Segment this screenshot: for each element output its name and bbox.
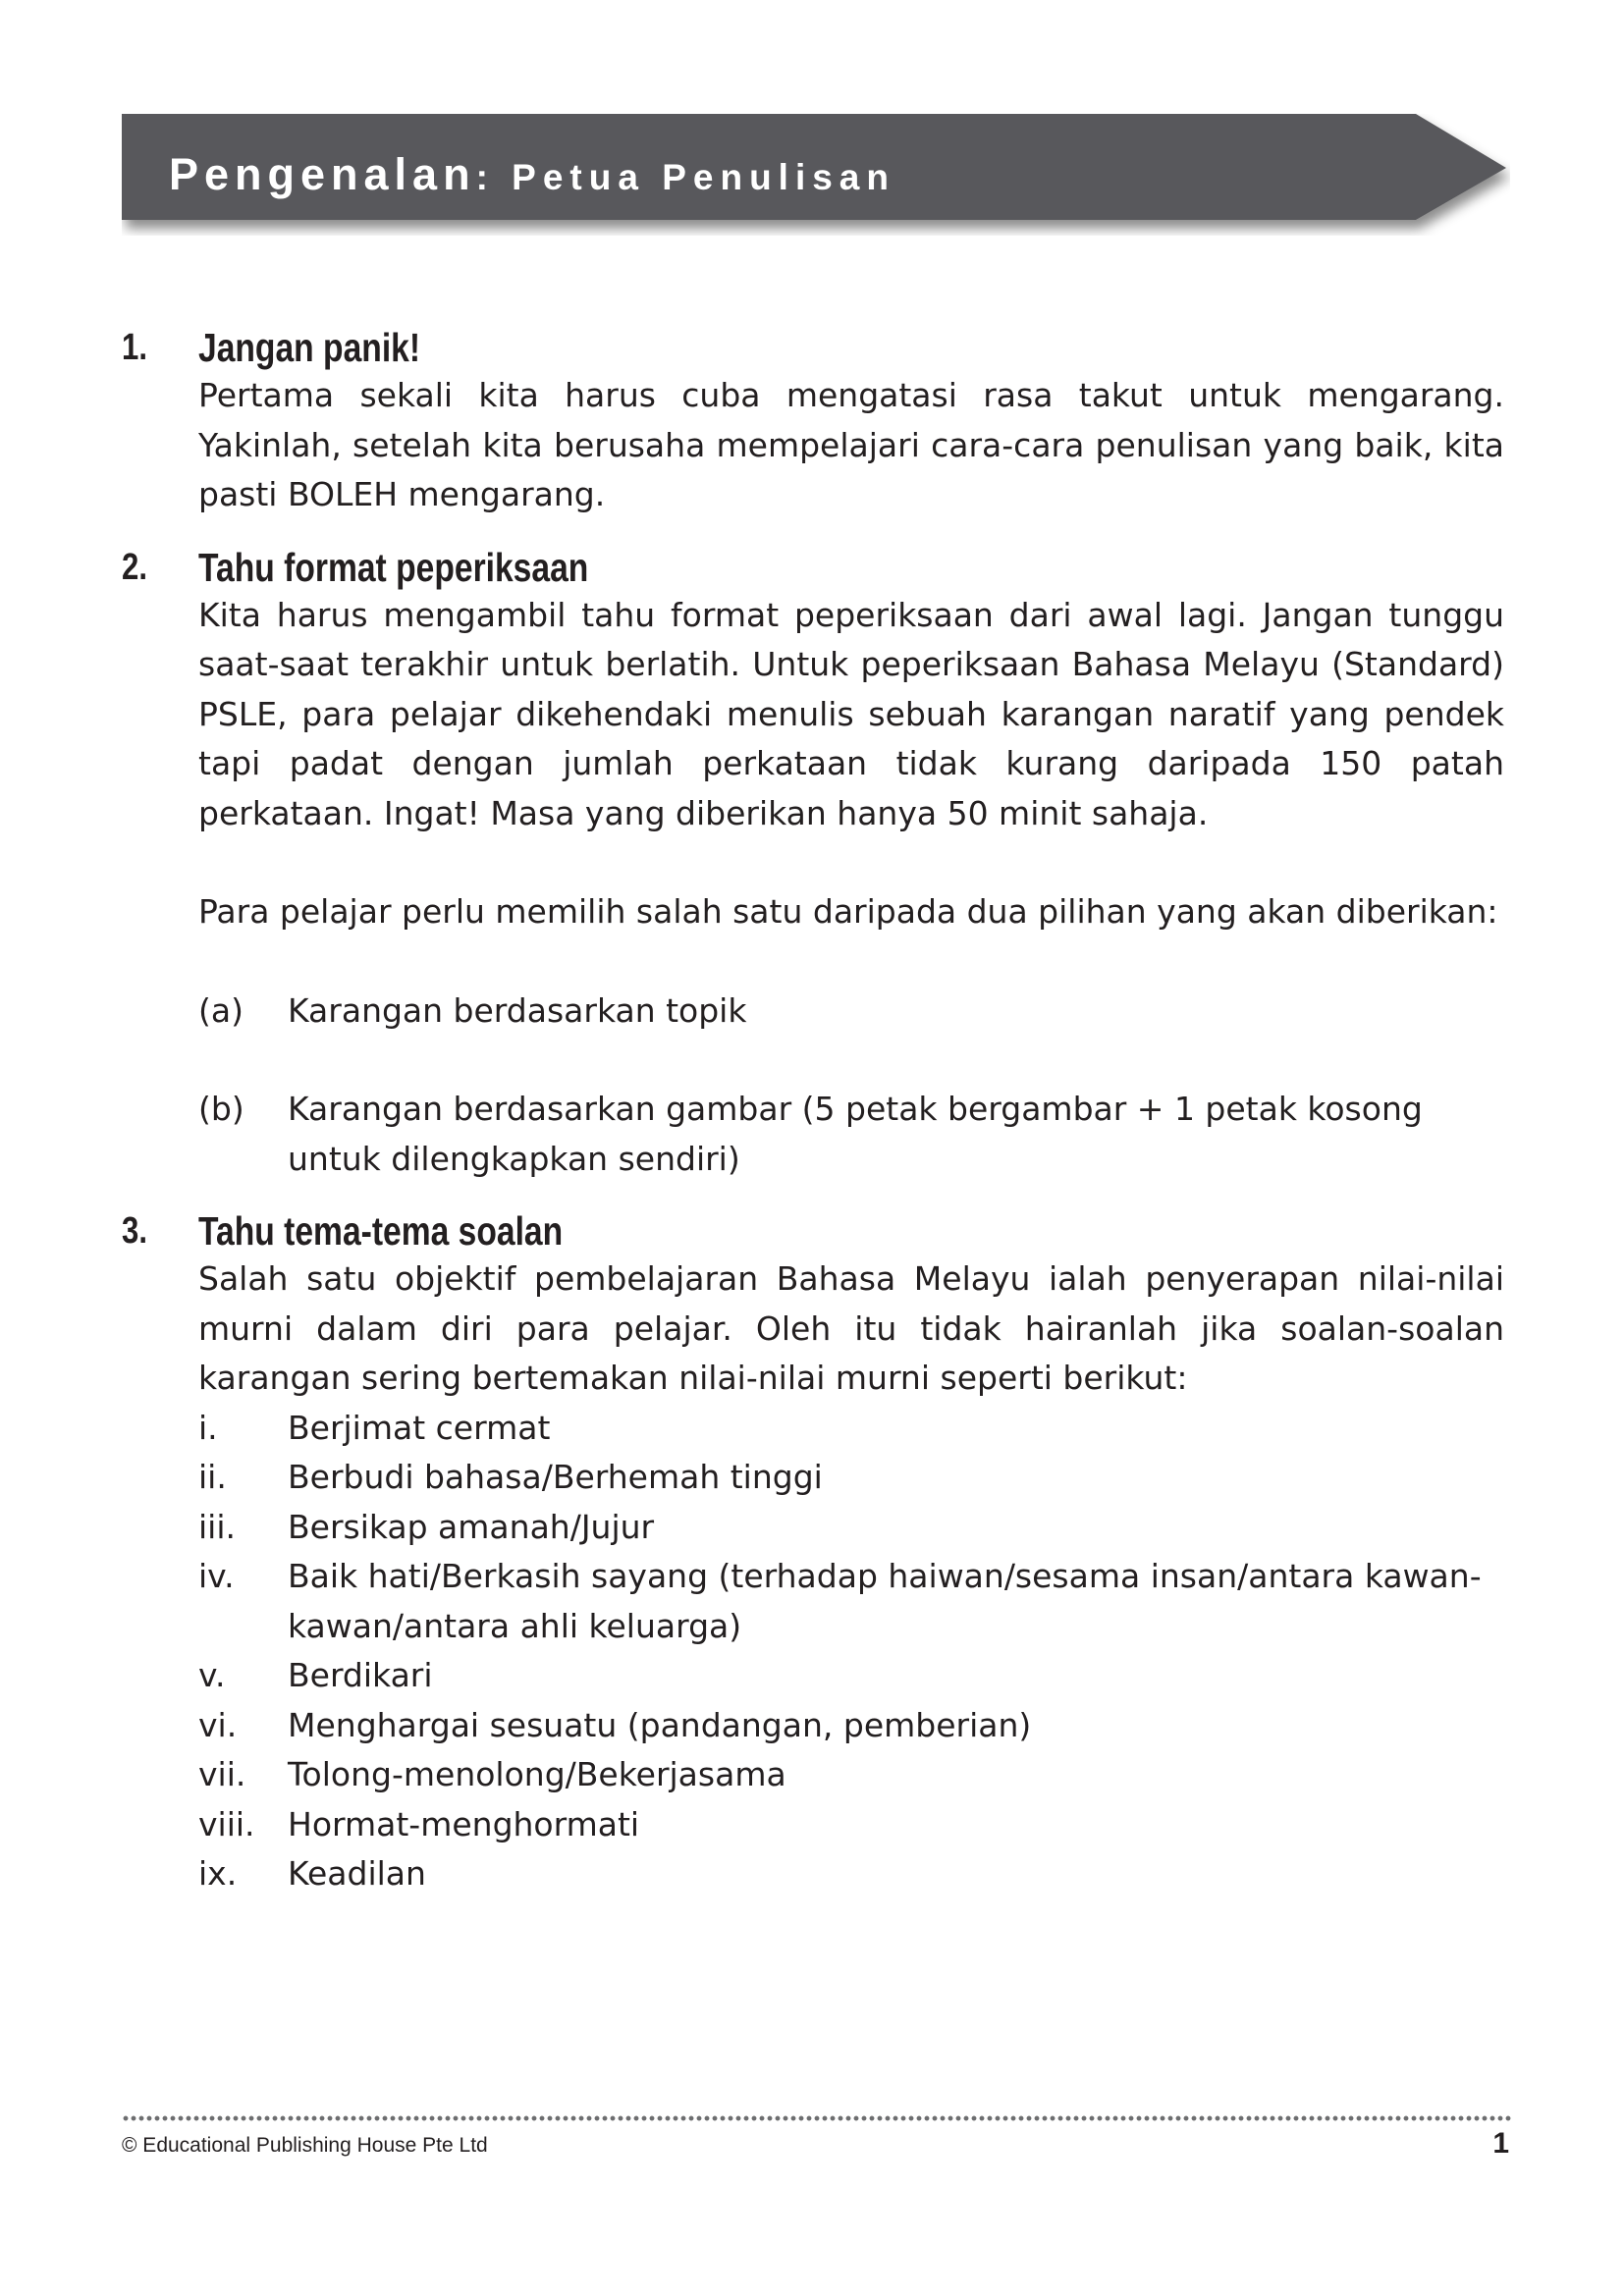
page-title-main: Pengenalan xyxy=(169,149,476,199)
page-title xyxy=(169,149,895,200)
list-item xyxy=(198,1404,1504,1454)
list-item-label: i. xyxy=(198,1408,218,1447)
list-item-text: Hormat-menghormati xyxy=(288,1804,640,1843)
list-item xyxy=(198,1800,1504,1850)
values-list xyxy=(198,1404,1504,1899)
tip-section-2 xyxy=(122,544,1504,1185)
list-item-text: Berjimat cermat xyxy=(288,1408,551,1447)
section-heading: Tahu format peperiksaan xyxy=(198,544,589,590)
tip-section-3 xyxy=(122,1207,1504,1899)
list-item-label: ii. xyxy=(198,1458,227,1496)
section-heading: Jangan panik! xyxy=(198,325,421,370)
section-number: 2. xyxy=(122,546,147,588)
list-item-text: Tolong-menolong/Bekerjasama xyxy=(288,1755,786,1793)
section-paragraph: Pertama sekali kita harus cuba mengatasi rasa takut untuk mengarang. Yakinlah, setelah kita berusaha mempelajari cara-cara penulisan yang baik, kita pasti BOLEH mengarang. xyxy=(198,376,1504,513)
footer-dotted-divider xyxy=(122,2115,1512,2121)
list-item-text: Baik hati/Berkasih sayang (terhadap haiwan/sesama insan/antara kawan-kawan/antara ahli keluarga) xyxy=(288,1557,1482,1645)
section-paragraph: Kita harus mengambil tahu format peperiksaan dari awal lagi. Jangan tunggu saat-saat terakhir untuk berlatih. Untuk peperiksaan Bahasa Melayu (Standard) PSLE, para pelajar dikehendaki menulis sebuah karangan naratif yang pendek tapi padat dengan jumlah perkataan tidak kurang daripada 150 patah perkataan. Ingat! Masa yang diberikan hanya 50 minit sahaja. xyxy=(198,595,1504,832)
choice-label: (b) xyxy=(198,1090,244,1128)
section-paragraph: Salah satu objektif pembelajaran Bahasa Melayu ialah penyerapan nilai-nilai murni dalam diri para pelajar. Oleh itu tidak hairanlah jika soalan-soalan karangan sering bertemakan nilai-nilai murni seperti berikut: xyxy=(198,1259,1504,1397)
list-item xyxy=(198,1503,1504,1553)
list-item-label: v. xyxy=(198,1656,226,1694)
list-item-text: Bersikap amanah/Jujur xyxy=(288,1507,655,1546)
tip-section-1 xyxy=(122,324,1504,520)
list-item-label: vi. xyxy=(198,1705,238,1744)
header-banner xyxy=(122,114,1510,236)
list-item-label: ix. xyxy=(198,1854,238,1893)
section-paragraph: Para pelajar perlu memilih salah satu daripada dua pilihan yang akan diberikan: xyxy=(198,892,1498,931)
essay-choice-list xyxy=(198,987,1504,1185)
list-item-text: Berdikari xyxy=(288,1656,433,1694)
footer-copyright: © Educational Publishing House Pte Ltd xyxy=(122,2134,488,2157)
list-item-label: vii. xyxy=(198,1755,246,1793)
section-number: 3. xyxy=(122,1210,147,1252)
page-number: 1 xyxy=(1492,2127,1509,2160)
choice-text: Karangan berdasarkan gambar (5 petak bergambar + 1 petak kosong untuk dilengkapkan sendiri) xyxy=(288,1090,1423,1178)
essay-choice-item xyxy=(198,987,1504,1037)
list-item-label: iii. xyxy=(198,1507,236,1546)
page-title-sub: : Petua Penulisan xyxy=(475,157,895,197)
list-item-text: Berbudi bahasa/Berhemah tinggi xyxy=(288,1458,823,1496)
list-item xyxy=(198,1750,1504,1800)
list-item-text: Keadilan xyxy=(288,1854,426,1893)
list-item xyxy=(198,1701,1504,1751)
list-item-text: Menghargai sesuatu (pandangan, pemberian) xyxy=(288,1705,1032,1744)
list-item xyxy=(198,1849,1504,1899)
choice-text: Karangan berdasarkan topik xyxy=(288,990,747,1030)
list-item xyxy=(198,1453,1504,1503)
list-item xyxy=(198,1651,1504,1701)
list-item xyxy=(198,1552,1504,1651)
section-heading: Tahu tema-tema soalan xyxy=(198,1208,564,1254)
choice-label: (a) xyxy=(198,990,244,1030)
list-item-label: viii. xyxy=(198,1804,255,1843)
section-number: 1. xyxy=(122,327,147,368)
main-content xyxy=(122,324,1504,1899)
list-item-label: iv. xyxy=(198,1557,235,1595)
essay-choice-item xyxy=(198,1085,1504,1184)
